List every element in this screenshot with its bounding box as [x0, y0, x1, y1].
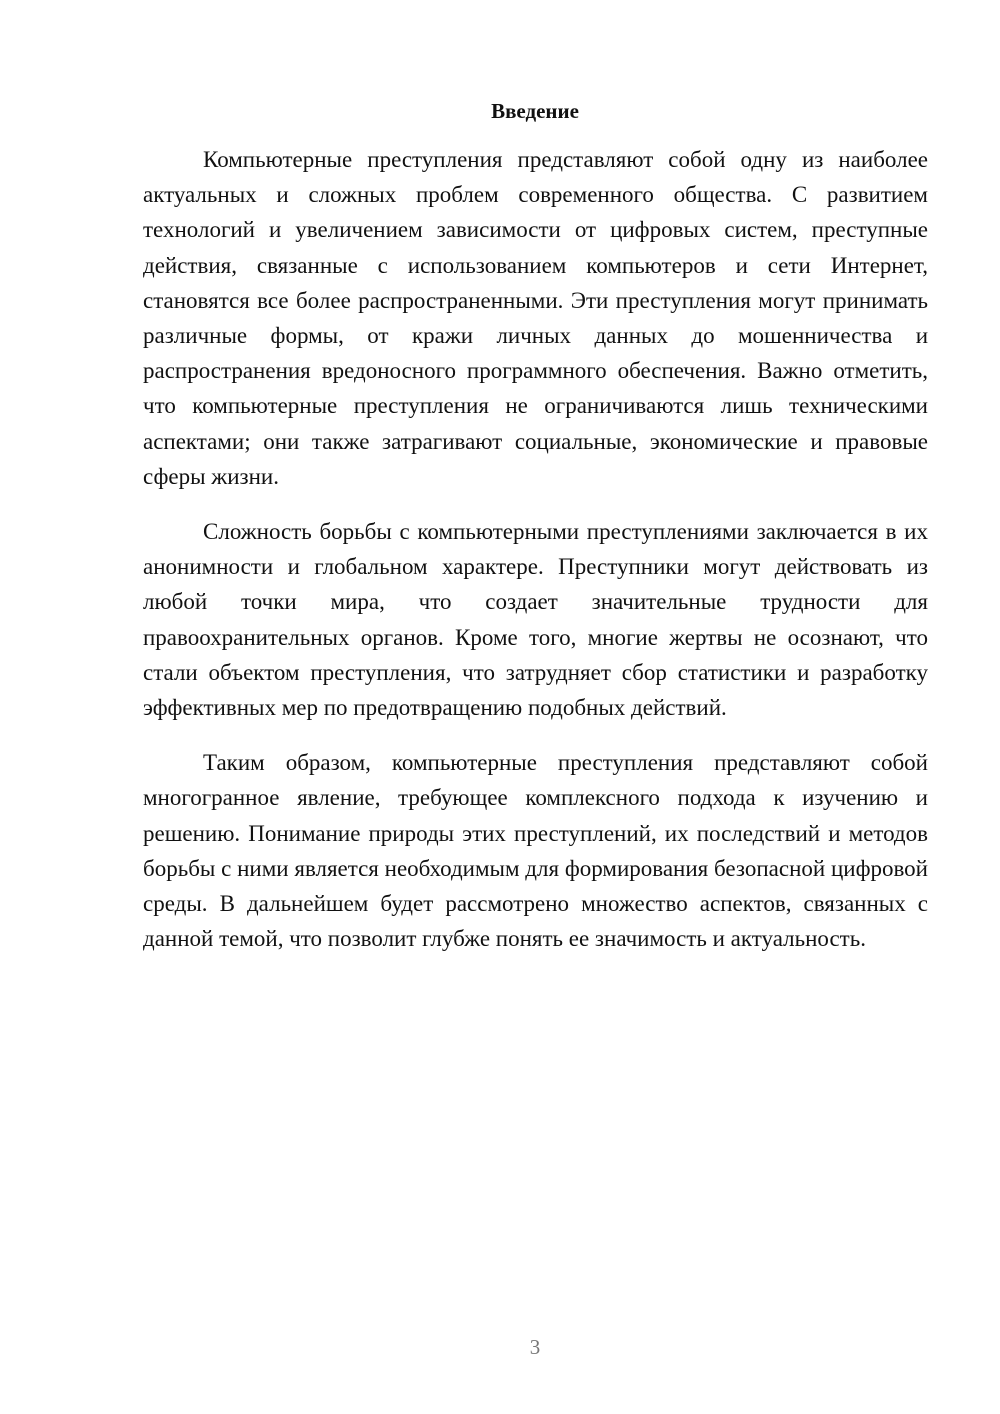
section-title: Введение: [491, 99, 579, 123]
paragraph-2: Сложность борьбы с компьютерными преступлениями заключается в их анонимности и глобальном характере. Преступники могут действовать из любой точки мира, что создает значительные трудности для правоохранительных органов. Кроме того, многие жертвы не осознают, что стали объектом преступления, что затрудняет сбор статистики и разработку эффективных мер по предотвращению подобных действий.: [143, 519, 928, 721]
paragraph-1: Компьютерные преступления представляют собой одну из наиболее актуальных и сложных проблем современного общества. С развитием технологий и увеличением зависимости от цифровых систем, преступные действия, связанные с использованием компьютеров и сети Интернет, становятся все более распространенными. Эти преступления могут принимать различные формы, от кражи личных данных до мошенничества и распространения вредоносного программного обеспечения. Важно отметить, что компьютерные преступления не ограничиваются лишь техническими аспектами; они также затрагивают социальные, экономические и правовые сферы жизни.: [143, 147, 928, 489]
body-text: [143, 142, 928, 976]
paragraph-3: Таким образом, компьютерные преступления представляют собой многогранное явление, требующее комплексного подхода к изучению и решению. Понимание природы этих преступлений, их последствий и методов борьбы с ними является необходимым для формирования безопасной цифровой среды. В дальнейшем будет рассмотрено множество аспектов, связанных с данной темой, что позволит глубже понять ее значимость и актуальность.: [143, 750, 928, 952]
page-number: 3: [529, 1335, 541, 1359]
